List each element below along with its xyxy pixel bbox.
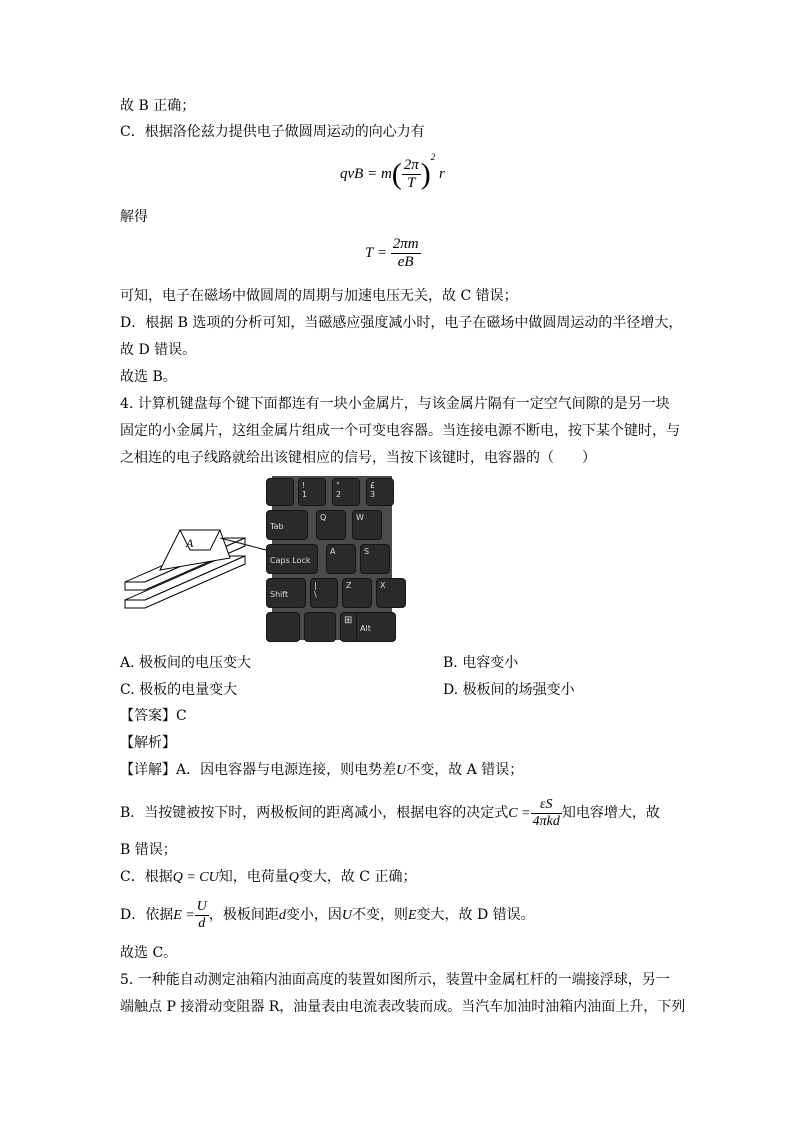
text-line: 解得 bbox=[120, 209, 148, 225]
question-4-line: 4. 计算机键盘每个键下面都连有一块小金属片，与该金属片隔有一定空气间隙的是另一块 bbox=[120, 396, 670, 412]
equation-period: T = $\frac{2\pi m}{eB}$ bbox=[365, 236, 419, 270]
keyboard-key: Shift bbox=[266, 578, 306, 608]
keyboard-key: | \ bbox=[310, 578, 338, 608]
text-line: D．根据 B 选项的分析可知，当磁感应强度减小时，电子在磁场中做圆周运动的半径增大， bbox=[120, 315, 683, 331]
keyboard-key bbox=[266, 478, 294, 506]
keyboard-key: X bbox=[376, 578, 406, 608]
keyboard-key: Tab bbox=[266, 510, 308, 540]
keyboard-key: W bbox=[352, 510, 382, 540]
option-b: B. 电容变小 bbox=[443, 655, 519, 671]
keyboard-key: ! 1 bbox=[298, 478, 326, 506]
text-line: B 错误； bbox=[120, 842, 177, 858]
keyboard-key: " 2 bbox=[332, 478, 360, 506]
text-line: 故 D 错误。 bbox=[120, 342, 197, 358]
keyboard-photo bbox=[272, 476, 392, 640]
text-line: 故选 C。 bbox=[120, 945, 178, 961]
question-4-line: 之相连的电子线路就给出该键相应的信号，当按下该键时，电容器的（ ） bbox=[120, 450, 596, 466]
text-line: 故选 B。 bbox=[120, 369, 177, 385]
keyboard-key: Q bbox=[316, 510, 346, 540]
detail-b: B．当按键被按下时，两极板间的距离减小，根据电容的决定式C = $\frac{\varepsilon S}{\text{4πkd}}$ 知电容增大，故 bbox=[120, 797, 660, 830]
analysis-label: 【解析】 bbox=[120, 735, 176, 751]
text-line: C．根据洛伦兹力提供电子做圆周运动的向心力有 bbox=[120, 124, 425, 140]
keyboard-key: Alt bbox=[356, 612, 396, 642]
answer-label: 【答案】C bbox=[120, 708, 187, 724]
text-line: 故 B 正确； bbox=[120, 98, 196, 114]
detail-d: D．依据E = $\frac{U}{d}$ ，极板间距d变小，因U不变，则E变大，故 D 错误。 bbox=[120, 899, 535, 932]
keyboard-key bbox=[304, 612, 336, 642]
text-line: 可知，电子在磁场中做圆周的周期与加速电压无关，故 C 错误； bbox=[120, 288, 518, 304]
detail-c: C．根据Q = CU知，电荷量Q变大，故 C 正确； bbox=[120, 869, 417, 885]
keyboard-key: S bbox=[360, 544, 390, 574]
question-4-line: 固定的小金属片，这组金属片组成一个可变电容器。当连接电源不断电，按下某个键时，与 bbox=[120, 423, 680, 439]
keyboard-key: Z bbox=[342, 578, 372, 608]
question-5-line: 5. 一种能自动测定油箱内油面高度的装置如图所示，装置中金属杠杆的一端接浮球，另一 bbox=[120, 972, 670, 988]
keyboard-key: £ 3 bbox=[366, 478, 394, 506]
plate-label: A bbox=[186, 536, 194, 550]
option-c: C. 极板的电量变大 bbox=[120, 682, 238, 698]
keyboard-key: Caps Lock bbox=[266, 544, 318, 574]
question-5-line: 端触点 P 接滑动变阻器 R，油量表由电流表改装而成。当汽车加油时油箱内油面上升，下列 bbox=[120, 999, 686, 1015]
option-d: D. 极板间的场强变小 bbox=[443, 682, 575, 698]
option-a: A. 极板间的电压变大 bbox=[120, 655, 252, 671]
windows-key: ⊞ bbox=[340, 612, 372, 642]
equation-lorentz: qvB = m( $\frac{2\pi}{T}$ )$^2$ r bbox=[340, 152, 445, 192]
keyboard-key: A bbox=[326, 544, 356, 574]
detail-a: 【详解】A．因电容器与电源连接，则电势差U不变，故 A 错误； bbox=[120, 762, 524, 778]
keyboard-key bbox=[266, 612, 300, 642]
